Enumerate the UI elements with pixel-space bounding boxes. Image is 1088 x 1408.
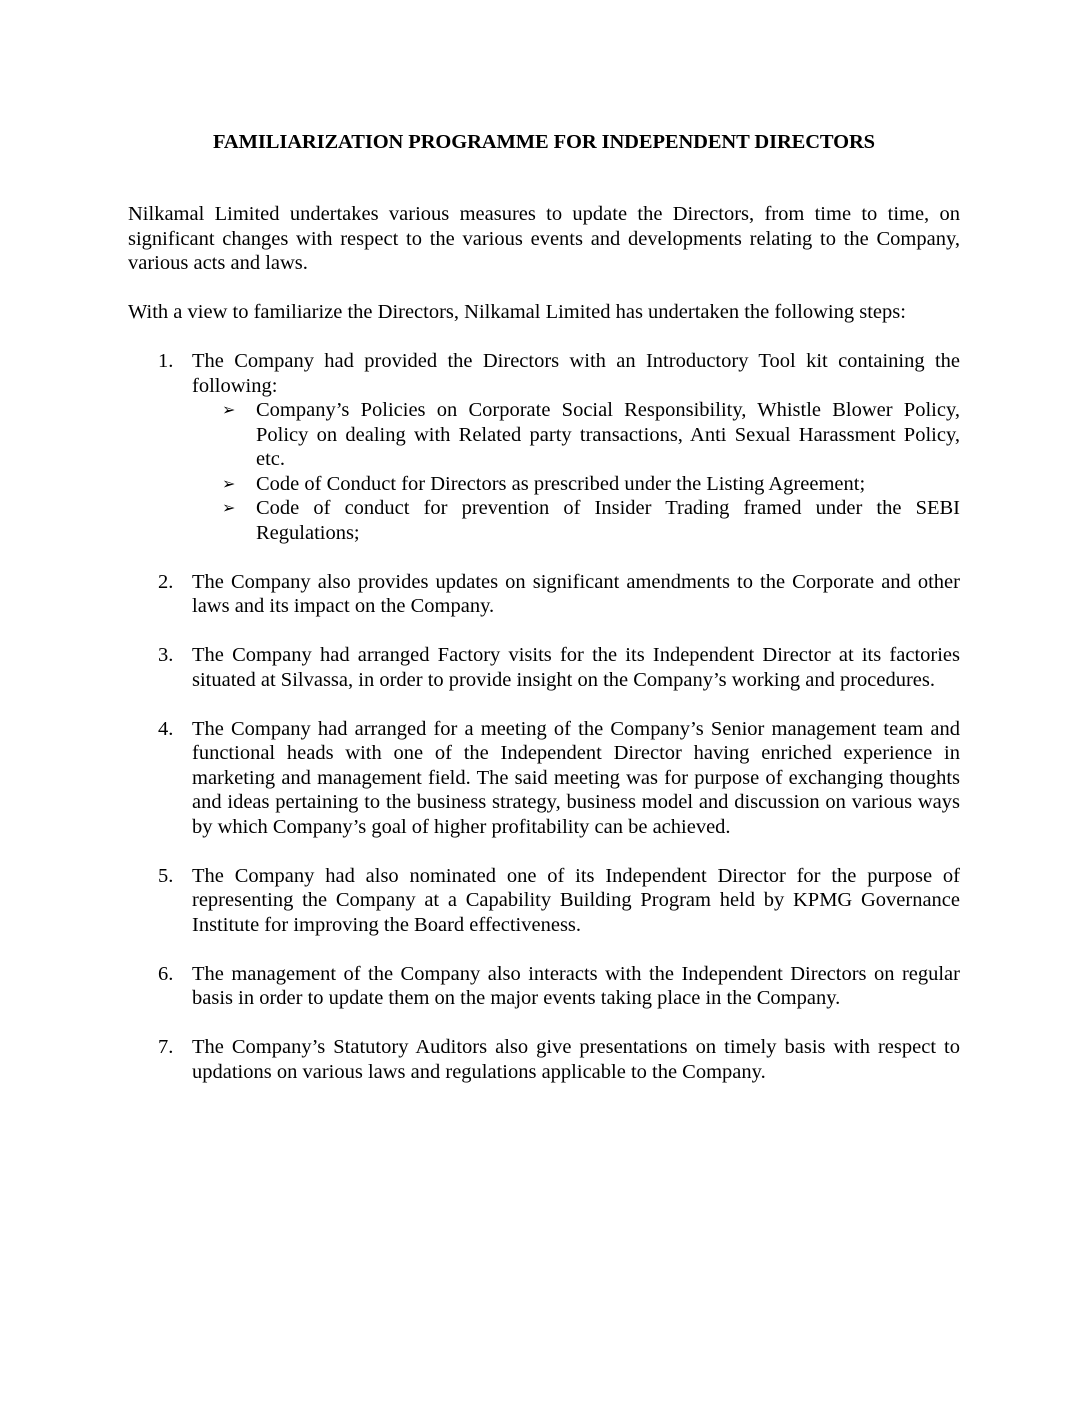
sub-list-item-text: Code of Conduct for Directors as prescribed under the Listing Agreement; bbox=[256, 472, 866, 495]
list-number: 3. bbox=[158, 644, 174, 666]
list-item bbox=[128, 1035, 960, 1084]
sub-list-item-text: Code of conduct for prevention of Insider Trading framed under the SEBI Regulations; bbox=[256, 497, 960, 544]
list-item-text: The Company had also nominated one of its Independent Director for the purpose of representing the Company at a Capability Building Program held by KPMG Governance Institute for improving the Board effectiveness. bbox=[192, 864, 960, 936]
toolkit-sub-list bbox=[192, 398, 960, 545]
arrow-bullet-icon: ➢ bbox=[222, 400, 236, 419]
list-number: 6. bbox=[158, 962, 174, 985]
arrow-bullet-icon: ➢ bbox=[222, 473, 236, 493]
sub-list-item bbox=[192, 398, 960, 472]
list-number: 7. bbox=[158, 1036, 174, 1058]
list-number: 2. bbox=[158, 570, 174, 593]
list-item-text: The management of the Company also interacts with the Independent Directors on regular basis in order to update them on the major events taking place in the Company. bbox=[192, 962, 960, 1009]
list-item-text: The Company had arranged for a meeting of the Company’s Senior management team and functional heads with one of the Independent Director having enriched experience in marketing and management field. The said meeting was for purpose of exchanging thoughts and ideas pertaining to the business strategy, business model and discussion on various ways by which Company’s goal of higher profitability can be achieved. bbox=[192, 717, 960, 838]
list-item-text: The Company had provided the Directors with an Introductory Tool kit containing the following: bbox=[192, 350, 960, 397]
intro-paragraph: Nilkamal Limited undertakes various measures to update the Directors, from time to time, on significant changes with respect to the various events and developments relating to the Company, various acts and laws. bbox=[128, 203, 960, 274]
list-item bbox=[128, 864, 960, 938]
list-item bbox=[128, 643, 960, 692]
list-item bbox=[128, 717, 960, 840]
sub-list-item bbox=[192, 496, 960, 545]
list-item bbox=[128, 570, 960, 619]
list-item-text: The Company also provides updates on significant amendments to the Corporate and other laws and its impact on the Company. bbox=[192, 570, 960, 617]
lead-paragraph: With a view to familiarize the Directors, Nilkamal Limited has undertaken the following steps: bbox=[128, 301, 906, 323]
document-title: FAMILIARIZATION PROGRAMME FOR INDEPENDENT DIRECTORS bbox=[213, 131, 875, 153]
steps-list bbox=[128, 349, 960, 1109]
sub-list-item-text: Company’s Policies on Corporate Social Responsibility, Whistle Blower Policy, Policy on dealing with Related party transactions, Anti Sexual Harassment Policy, etc. bbox=[256, 399, 960, 470]
list-number: 1. bbox=[158, 350, 174, 372]
sub-list-item bbox=[192, 472, 960, 497]
list-number: 5. bbox=[158, 864, 174, 887]
list-item bbox=[128, 962, 960, 1011]
list-item bbox=[128, 349, 960, 545]
list-item-text: The Company’s Statutory Auditors also give presentations on timely basis with respect to updations on various laws and regulations applicable to the Company. bbox=[192, 1036, 960, 1083]
arrow-bullet-icon: ➢ bbox=[222, 498, 236, 517]
list-item-text: The Company had arranged Factory visits for the its Independent Director at its factories situated at Silvassa, in order to provide insight on the Company’s working and procedures. bbox=[192, 644, 960, 691]
list-number: 4. bbox=[158, 717, 174, 740]
